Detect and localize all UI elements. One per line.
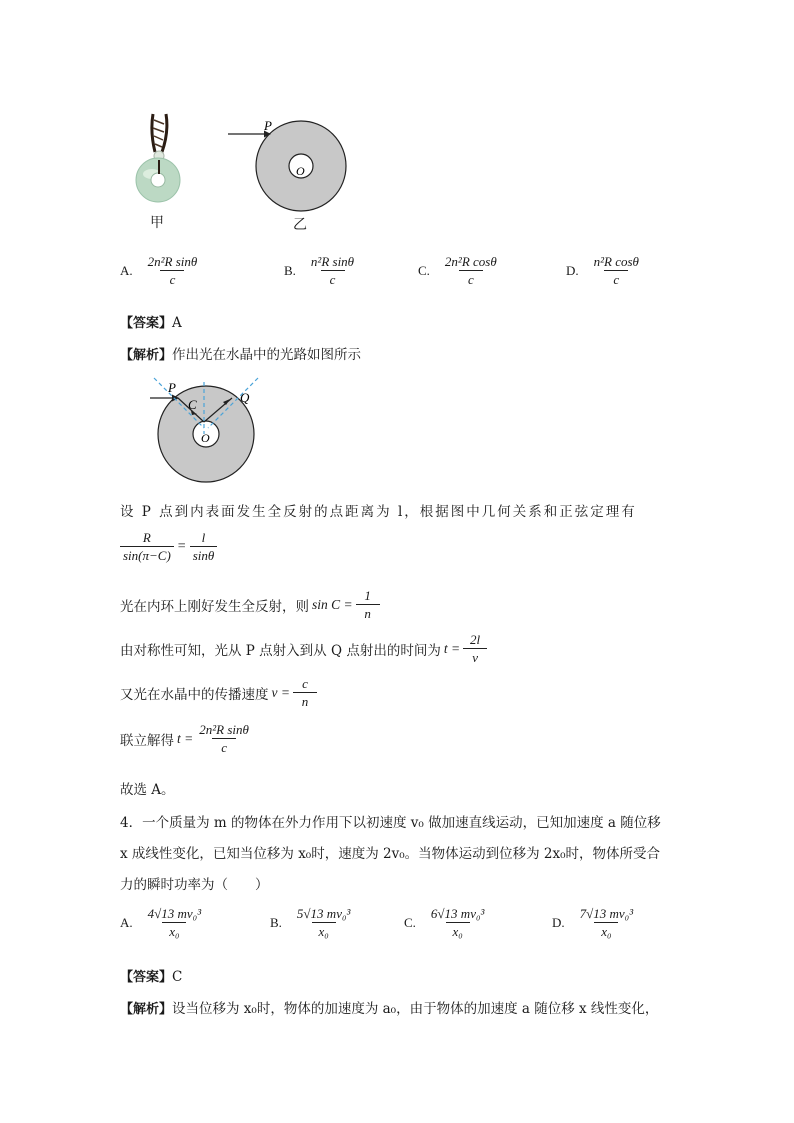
q4-line2: x 成线性变化，已知当位移为 x₀时，速度为 2v₀。当物体运动到位移为 2x₀时，物体所受合 xyxy=(120,846,661,862)
q4-analysis: 【解析】设当位移为 x₀时，物体的加速度为 a₀，由于物体的加速度 a 随位移 x 线性变化， xyxy=(120,1001,659,1017)
figure-jia-label: 甲 xyxy=(150,215,164,231)
ring-diagram-figure xyxy=(224,118,364,218)
fig3-point-q: Q xyxy=(240,390,250,405)
q3-option-d: D. $\frac{\text{n²R cosθ}}{c}$ xyxy=(566,254,639,287)
q3-option-c: C. $\frac{\text{2n²R cosθ}}{c}$ xyxy=(418,254,497,287)
q4-answer: 【答案】C xyxy=(120,969,183,985)
q3-option-b: B. $\frac{\text{n²R sinθ}}{c}$ xyxy=(284,254,355,287)
jade-pendant-figure xyxy=(126,112,196,204)
light-path-diagram xyxy=(148,376,278,484)
fig2-center-o: O xyxy=(296,164,305,178)
q3-conclusion: 故选 A。 xyxy=(120,782,175,798)
q3-line5: 联立解得 t = $\frac{\text{2n²R sinθ}}{c}$ xyxy=(120,722,249,755)
fig3-point-p: P xyxy=(168,380,176,395)
q3-answer: 【答案】A xyxy=(120,315,182,331)
q4-line1: 4．一个质量为 m 的物体在外力作用下以初速度 v₀ 做加速直线运动，已知加速度 a 随位移 xyxy=(120,815,661,831)
q4-line3: 力的瞬时功率为（ ） xyxy=(120,877,269,893)
q4-option-a: A. $\frac{\text{4√13 mv₀³}}{\text{x₀}}$ xyxy=(120,906,202,939)
q4-option-c: C. $\frac{\text{6√13 mv₀³}}{\text{x₀}}$ xyxy=(404,906,485,939)
q3-line3: 由对称性可知，光从 P 点射入到从 Q 点射出的时间为 t = $\frac{2l}{v}$ xyxy=(120,632,487,665)
q4-option-d: D. $\frac{\text{7√13 mv₀³}}{\text{x₀}}$ xyxy=(552,906,634,939)
q4-option-b: B. $\frac{\text{5√13 mv₀³}}{\text{x₀}}$ xyxy=(270,906,351,939)
q3-line4: 又光在水晶中的传播速度 v = $\frac{c}{n}$ xyxy=(120,676,317,709)
q3-equation-sine-law: $\frac{R}{\sin(\pi-C)}$ = $\frac{l}{\sin\theta}$ xyxy=(120,530,217,563)
q3-line2: 光在内环上刚好发生全反射，则 sin C = $\frac{1}{n}$ xyxy=(120,588,380,621)
figure-yi-label: 乙 xyxy=(293,217,307,233)
fig3-point-c: C xyxy=(188,397,197,412)
q3-analysis-intro: 【解析】作出光在水晶中的光路如图所示 xyxy=(120,347,362,363)
q3-line1: 设 P 点到内表面发生全反射的点距离为 l，根据图中几何关系和正弦定理有 xyxy=(120,504,637,520)
fig3-center-o: O xyxy=(201,431,210,445)
q3-option-a: A. $\frac{\text{2n²R sinθ}}{c}$ xyxy=(120,254,198,287)
fig2-point-p: P xyxy=(264,118,272,133)
